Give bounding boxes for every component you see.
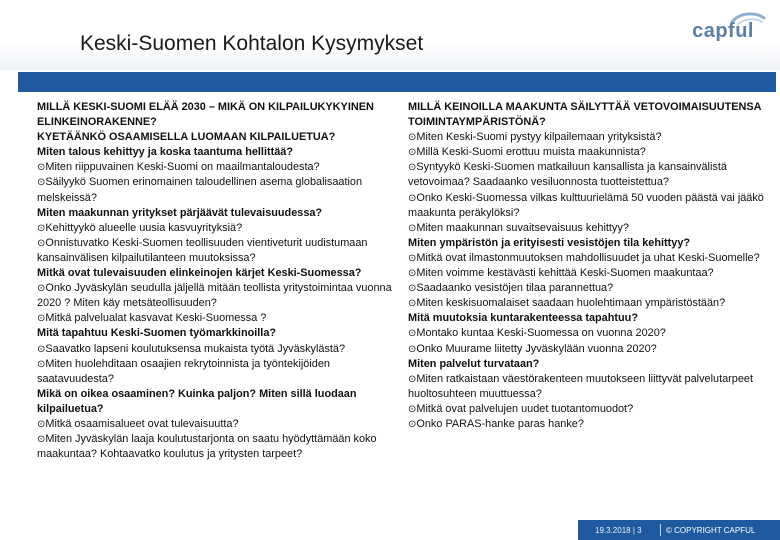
bullet-text: Säilyykö Suomen erinomainen taloudellinen asema globalisaation melskeissä? (37, 176, 363, 204)
question-heading: Mitkä ovat tulevaisuuden elinkeinojen kärjet Keski-Suomessa? (37, 267, 362, 280)
bullet-text: Saadaanko vesistöjen tilaa parannettua? (416, 282, 614, 295)
bullet-text: Miten voimme kestävästi kehittää Keski-Suomen maakuntaa? (416, 267, 714, 280)
question-bullet (37, 221, 397, 236)
circled-arrow-icon: ⊙ (37, 283, 46, 295)
circled-arrow-icon: ⊙ (408, 147, 417, 159)
footer-blank (0, 520, 578, 540)
circled-arrow-icon: ⊙ (37, 313, 46, 325)
circled-arrow-icon: ⊙ (408, 373, 417, 385)
question-bullet (408, 191, 768, 221)
footer-copyright: © COPYRIGHT CAPFUL (666, 526, 756, 535)
circled-arrow-icon: ⊙ (37, 162, 46, 174)
footer-date-page: 19.3.2018 | 3 (595, 526, 642, 535)
bullet-text: Kehittyykö alueelle uusia kasvuyrityksiä? (45, 221, 243, 234)
question-heading: Mikä on oikea osaaminen? Kuinka paljon? Miten sillä luodaan kilpailuetua? (37, 387, 357, 415)
question-heading: MILLÄ KEINOILLA MAAKUNTA SÄILYTTÄÄ VETOVOIMAISUUTENSA TOIMINTAYMPÄRISTÖNÄ? (408, 101, 762, 129)
bullet-text: Miten keskisuomalaiset saadaan huolehtimaan ympäristöstään? (416, 297, 726, 310)
footer-separator (660, 524, 661, 536)
right-question-column (408, 100, 768, 432)
bullet-text: Saavatko lapseni koulutuksensa mukaista työtä Jyväskylästä? (45, 342, 346, 355)
question-heading: Miten ympäristön ja erityisesti vesistöjen tila kehittyy? (408, 236, 691, 249)
question-bullet (408, 160, 768, 190)
question-heading: Miten maakunnan yritykset pärjäävät tulevaisuudessa? (37, 206, 323, 219)
circled-arrow-icon: ⊙ (408, 283, 417, 295)
question-bullet (408, 266, 768, 281)
circled-arrow-icon: ⊙ (37, 177, 46, 189)
circled-arrow-icon: ⊙ (37, 222, 46, 234)
bullet-text: Onko Jyväskylän seudulla jäljellä mitään teollista yritystoimintaa vuonna 2020 ? Miten käy metsäteollisuuden? (37, 282, 392, 310)
question-bullet (408, 417, 768, 432)
question-bullet (408, 145, 768, 160)
bullet-text: Miten Keski-Suomi pystyy kilpailemaan yrityksistä? (416, 131, 662, 144)
capful-logo: capful (692, 20, 754, 42)
question-bullet (37, 175, 397, 205)
question-heading: MILLÄ KESKI-SUOMI ELÄÄ 2030 – MIKÄ ON KILPAILUKYKYINEN ELINKEINORAKENNE? (37, 101, 374, 129)
question-bullet (408, 296, 768, 311)
circled-arrow-icon: ⊙ (37, 434, 46, 446)
bullet-text: Mitkä ovat ilmastonmuutoksen mahdollisuudet ja uhat Keski-Suomelle? (416, 251, 760, 264)
circled-arrow-icon: ⊙ (37, 237, 46, 249)
circled-arrow-icon: ⊙ (408, 252, 417, 264)
circled-arrow-icon: ⊙ (408, 418, 417, 430)
question-bullet (408, 130, 768, 145)
question-bullet (408, 372, 768, 402)
question-bullet (408, 251, 768, 266)
circled-arrow-icon: ⊙ (408, 268, 417, 280)
slide-header (0, 0, 780, 70)
question-heading: Miten talous kehittyy ja koska taantuma hellittää? (37, 146, 293, 159)
circled-arrow-icon: ⊙ (408, 192, 417, 204)
bullet-text: Mitkä ovat palvelujen uudet tuotantomuodot? (416, 402, 634, 415)
question-heading: Mitä tapahtuu Keski-Suomen työmarkkinoilla? (37, 327, 277, 340)
bullet-text: Onko Keski-Suomessa vilkas kulttuurielämä 50 vuoden päästä vai jääkö maakunta peräkylöksi? (408, 191, 764, 219)
circled-arrow-icon: ⊙ (408, 343, 417, 355)
circled-arrow-icon: ⊙ (37, 343, 46, 355)
bullet-text: Montako kuntaa Keski-Suomessa on vuonna 2020? (416, 327, 666, 340)
question-heading: KYETÄÄNKÖ OSAAMISELLA LUOMAAN KILPAILUETUA? (37, 131, 336, 144)
circled-arrow-icon: ⊙ (408, 328, 417, 340)
bullet-text: Mitkä palvelualat kasvavat Keski-Suomessa ? (45, 312, 267, 325)
circled-arrow-icon: ⊙ (408, 132, 417, 144)
question-bullet (408, 326, 768, 341)
question-bullet (37, 311, 397, 326)
circled-arrow-icon: ⊙ (408, 403, 417, 415)
question-bullet (408, 221, 768, 236)
question-bullet (37, 417, 397, 432)
bullet-text: Syntyykö Keski-Suomen matkailuun kansallista ja kansainvälistä vetovoimaa? Saadaanko vesiluonnosta tuotteistettua? (408, 161, 727, 189)
question-bullet (408, 402, 768, 417)
question-bullet (37, 281, 397, 311)
bullet-text: Onko PARAS-hanke paras hanke? (416, 417, 584, 430)
circled-arrow-icon: ⊙ (37, 418, 46, 430)
question-heading: Miten palvelut turvataan? (408, 357, 540, 370)
circled-arrow-icon: ⊙ (408, 298, 417, 310)
question-bullet (37, 432, 397, 462)
question-bullet (37, 342, 397, 357)
question-bullet (37, 357, 397, 387)
bullet-text: Miten huolehditaan osaajien rekrytoinnista ja työntekijöiden saatavuudesta? (37, 357, 330, 385)
bullet-text: Miten maakunnan suvaitsevaisuus kehittyy? (416, 221, 629, 234)
circled-arrow-icon: ⊙ (408, 162, 417, 174)
question-bullet (37, 160, 397, 175)
question-heading: Mitä muutoksia kuntarakenteessa tapahtuu? (408, 312, 638, 325)
bullet-text: Onko Muurame liitetty Jyväskylään vuonna 2020? (416, 342, 657, 355)
left-question-column (37, 100, 397, 462)
question-bullet (408, 281, 768, 296)
bullet-text: Onnistuvatko Keski-Suomen teollisuuden vientiveturit uudistumaan kansainvälisen kilpailutilanteen muutoksissa? (37, 236, 368, 264)
circled-arrow-icon: ⊙ (37, 358, 46, 370)
title-divider-band (18, 72, 776, 92)
question-bullet (37, 236, 397, 266)
slide-title: Keski-Suomen Kohtalon Kysymykset (80, 32, 424, 55)
bullet-text: Miten Jyväskylän laaja koulutustarjonta on saatu hyödyttämään koko maakuntaa? Kohtaavatko koulutus ja yritysten tarpeet? (37, 433, 377, 461)
bullet-text: Mitkä osaamisalueet ovat tulevaisuutta? (45, 417, 239, 430)
bullet-text: Millä Keski-Suomi erottuu muista maakunnista? (416, 146, 646, 159)
bullet-text: Miten riippuvainen Keski-Suomi on maailmantaloudesta? (45, 161, 320, 174)
question-bullet (408, 342, 768, 357)
circled-arrow-icon: ⊙ (408, 222, 417, 234)
bullet-text: Miten ratkaistaan väestörakenteen muutokseen liittyvät palvelutarpeet huoltosuhteen muuttuessa? (408, 372, 753, 400)
